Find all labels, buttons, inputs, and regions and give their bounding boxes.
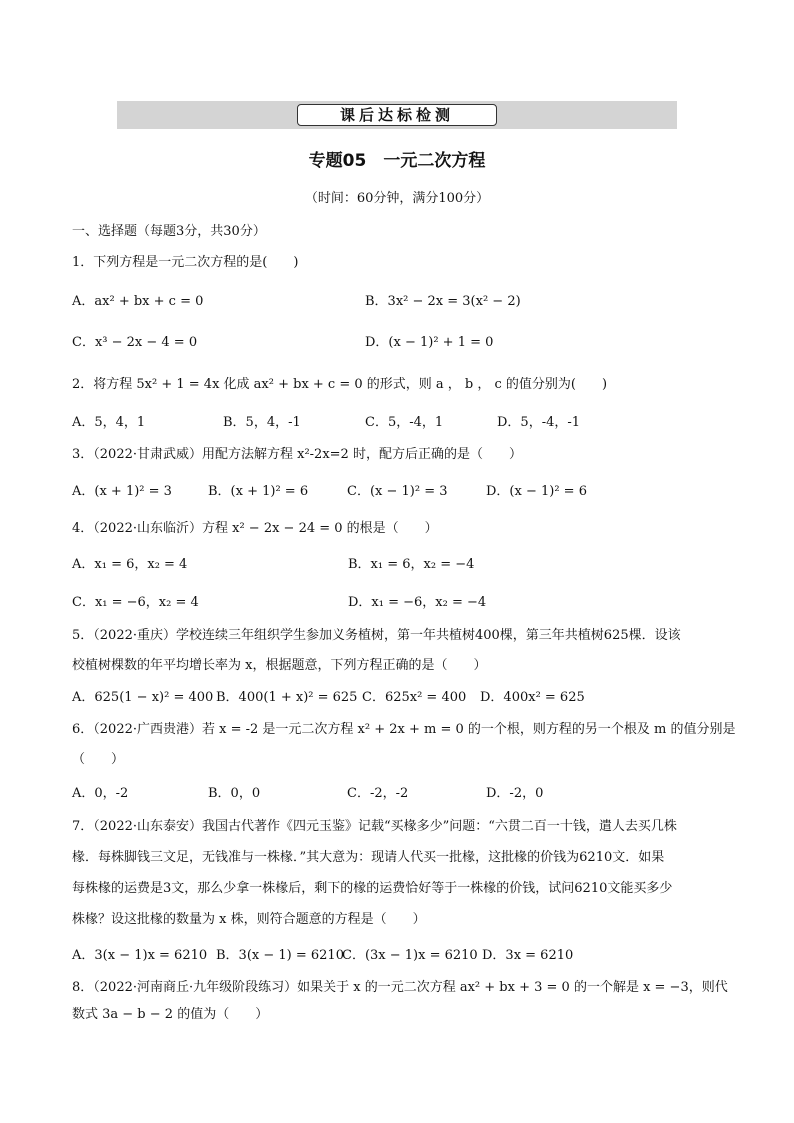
question-2-option-d: D．5，-4，-1 [497,415,581,430]
question-3-option-a: A．(x + 1)² = 3 [72,484,172,499]
question-7-stem-line-1: 7．（2022·山东泰安）我国古代著作《四元玉鉴》记载“买椽多少”问题：“六贯二百一十钱，遣人去买几株 [72,819,677,834]
question-6-option-b: B．0，0 [208,786,261,801]
question-3-stem: 3．（2022·甘肃武威）用配方法解方程 x²-2x=2 时，配方后正确的是（ ） [72,447,522,462]
question-2-option-b: B．5，4，-1 [223,415,301,430]
question-1-option-c: C．x³ − 2x − 4 = 0 [72,335,198,350]
question-7-stem-line-4: 株椽？设这批椽的数量为 x 株，则符合题意的方程是（ ） [72,912,426,927]
question-4-stem: 4．（2022·山东临沂）方程 x² − 2x − 24 = 0 的根是（ ） [72,521,438,536]
question-7-stem-line-2: 椽．每株脚钱三文足，无钱准与一株椽．”其大意为：现请人代买一批椽，这批椽的价钱为6210文．如果 [72,850,665,865]
question-1-option-d: D．(x − 1)² + 1 = 0 [365,335,494,350]
question-4-option-d: D．x₁ = −6，x₂ = −4 [348,595,487,610]
question-4-option-a: A．x₁ = 6，x₂ = 4 [72,557,188,572]
question-3-option-b: B．(x + 1)² = 6 [208,484,309,499]
question-2-stem: 2．将方程 5x² + 1 = 4x 化成 ax² + bx + c = 0 的形式，则 a ， b ， c 的值分别为( ) [72,377,608,392]
question-7-stem-line-3: 每株椽的运费是3文，那么少拿一株椽后，剩下的椽的运费恰好等于一株椽的价钱，试问6210文能买多少 [72,881,673,896]
question-5-option-a: A．625(1 − x)² = 400 [72,690,214,705]
question-7-option-a: A．3(x − 1)x = 6210 [72,948,208,963]
question-8-stem-line-1: 8．（2022·河南商丘·九年级阶段练习）如果关于 x 的一元二次方程 ax² + bx + 3 = 0 的一个解是 x = −3，则代 [72,980,728,995]
page-subtitle: （时间：60分钟，满分100分） [304,191,490,206]
question-2-option-a: A．5，4，1 [72,415,146,430]
question-6-stem-line-1: 6．（2022·广西贵港）若 x = -2 是一元二次方程 x² + 2x + m = 0 的一个根，则方程的另一个根及 m 的值分别是 [72,722,736,737]
question-1-stem: 1．下列方程是一元二次方程的是( ) [72,255,299,270]
question-2-option-c: C．5，-4，1 [365,415,444,430]
section-heading: 一、选择题（每题3分，共30分） [72,224,266,239]
question-7-option-d: D．3x = 6210 [482,948,574,963]
question-5-stem-line-2: 校植树棵数的年平均增长率为 x，根据题意，下列方程正确的是（ ） [72,658,487,673]
page-title: 专题05 一元二次方程 [308,151,486,171]
question-4-option-c: C．x₁ = −6，x₂ = 4 [72,595,199,610]
question-5-option-b: B．400(1 + x)² = 625 [216,690,358,705]
question-6-stem-line-2: （ ） [72,752,125,767]
banner-label: 课后达标检测 [297,104,497,126]
question-5-option-c: C．625x² = 400 [362,690,467,705]
question-7-option-b: B．3(x − 1) = 6210 [216,948,344,963]
question-5-option-d: D．400x² = 625 [480,690,585,705]
question-3-option-d: D．(x − 1)² = 6 [486,484,587,499]
question-1-option-b: B．3x² − 2x = 3(x² − 2) [365,294,521,309]
question-6-option-d: D．-2，0 [486,786,544,801]
question-3-option-c: C．(x − 1)² = 3 [347,484,448,499]
question-6-option-c: C．-2，-2 [347,786,409,801]
header-banner [117,101,677,129]
question-7-option-c: C．(3x − 1)x = 6210 [342,948,478,963]
question-6-option-a: A．0，-2 [72,786,129,801]
question-4-option-b: B．x₁ = 6，x₂ = −4 [348,557,475,572]
question-5-stem-line-1: 5．（2022·重庆）学校连续三年组织学生参加义务植树，第一年共植树400棵，第三年共植树625棵．设该 [72,628,681,643]
question-1-option-a: A．ax² + bx + c = 0 [72,294,204,309]
question-8-stem-line-2: 数式 3a − b − 2 的值为（ ） [72,1007,269,1022]
